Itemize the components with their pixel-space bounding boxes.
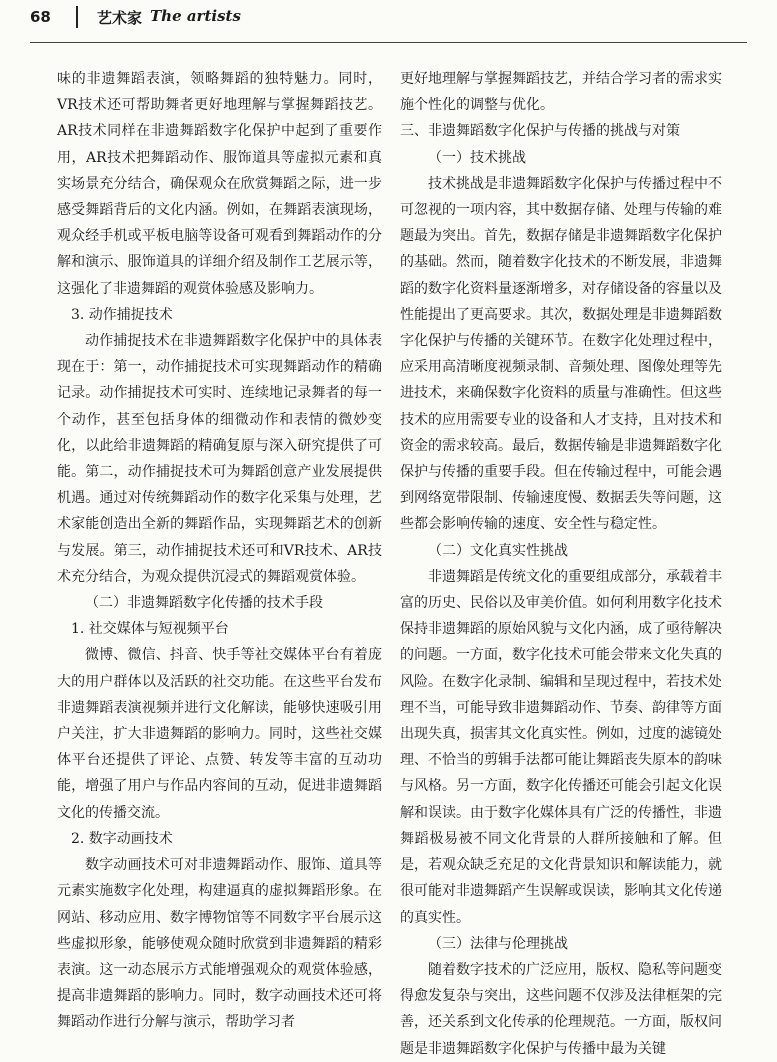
paragraph: 微博、微信、抖音、快手等社交媒体平台有着庞大的用户群体以及活跃的社交功能。在这些平台发布非遗舞蹈表演视频并进行文化解读，能够快速吸引用户关注，扩大非遗舞蹈的影响力。同时，这些社交媒体平台还提供了评论、点赞、转发等丰富的互动功能，增强了用户与作品内容间的互动，促进非遗舞蹈文化的传播交流。 [57,647,382,821]
page-number: 68 [30,8,51,26]
subsection-heading: （二）非遗舞蹈数字化传播的技术手段 [85,595,323,612]
header-divider [76,6,78,28]
paragraph: 非遗舞蹈是传统文化的重要组成部分，承载着丰富的历史、民俗以及审美价值。如何利用数字化技术保持非遗舞蹈的原始风貌与文化内涵，成了亟待解决的问题。一方面，数字化技术可能会带来文化失真的风险。在数字化录制、编辑和呈现过程中，若技术处理不当，可能导致非遗舞蹈动作、节奏、韵律等方面出现失真，损害其文化真实性。例如，过度的滤镜处理、不恰当的剪辑手法都可能让舞蹈丧失原本的韵味与风格。另一方面，数字化传播还可能会引起文化误解和误读。由于数字化媒体具有广泛的传播性，非遗舞蹈极易被不同文化背景的人群所接触和了解。但是，若观众缺乏充足的文化背景知识和解读能力，就很可能对非遗舞蹈产生误解或误读，影响其文化传递的真实性。 [400,568,722,926]
magazine-title: 艺术家 [97,9,143,27]
paragraph: 技术挑战是非遗舞蹈数字化保护与传播过程中不可忽视的一项内容，其中数据存储、处理与传输的难题最为突出。首先，数据存储是非遗舞蹈数字化保护的基础。然而，随着数字化技术的不断发展，非遗舞蹈的数字化资料量逐渐增多，对存储设备的容量以及性能提出了更高要求。其次，数据处理是非遗舞蹈数字化保护与传播的关键环节。在数字化处理过程中，应采用高清晰度视频录制、音频处理、图像处理等先进技术，来确保数字化资料的质量与准确性。但这些技术的应用需要专业的设备和人才支持，且对技术和资金的需求较高。最后，数据传输是非遗舞蹈数字化保护与传播的重要手段。但在传输过程中，可能会遇到网络宽带限制、传输速度慢、数据丢失等问题，这些都会影响传输的速度、安全性与稳定性。 [400,175,722,533]
subsection-heading: （三）法律与伦理挑战 [428,935,568,952]
subsection-heading: 1. 社交媒体与短视频平台 [71,621,229,638]
header-rule [30,42,747,43]
paragraph: 随着数字技术的广泛应用，版权、隐私等问题变得愈发复杂与突出，这些问题不仅涉及法律框架的完善，还关系到文化传承的伦理规范。一方面，版权问题是非遗舞蹈数字化保护与传播中最为关键 [400,961,722,1057]
subsection-heading: （一）技术挑战 [428,149,526,166]
paragraph: 动作捕捉技术在非遗舞蹈数字化保护中的具体表现在于：第一，动作捕捉技术可实现舞蹈动作的精确记录。动作捕捉技术可实时、连续地记录舞者的每一个动作，甚至包括身体的细微动作和表情的微妙变化，以此给非遗舞蹈的精确复原与深入研究提供了可能。第二，动作捕捉技术可为舞蹈创意产业发展提供机遇。通过对传统舞蹈动作的数字化采集与处理，艺术家能创造出全新的舞蹈作品，实现舞蹈艺术的创新与发展。第三，动作捕捉技术还可和VR技术、AR技术充分结合，为观众提供沉浸式的舞蹈观赏体验。 [57,333,382,585]
paragraph: 更好地理解与掌握舞蹈技艺，并结合学习者的需求实施个性化的调整与优化。 [400,71,722,114]
subsection-heading: 3. 动作捕捉技术 [71,306,173,323]
subsection-heading: 2. 数字动画技术 [71,830,173,847]
magazine-title-en: The artists [150,7,241,25]
right-column [400,66,722,1062]
page-header [0,0,777,46]
section-heading: 三、非遗舞蹈数字化保护与传播的挑战与对策 [400,123,680,140]
paragraph: 味的非遗舞蹈表演，领略舞蹈的独特魅力。同时，VR技术还可帮助舞者更好地理解与掌握舞蹈技艺。AR技术同样在非遗舞蹈数字化保护中起到了重要作用，AR技术把舞蹈动作、服饰道具等虚拟元素和真实场景充分结合，确保观众在欣赏舞蹈之际，进一步感受舞蹈背后的文化内涵。例如，在舞蹈表演现场，观众经手机或平板电脑等设备可观看到舞蹈动作的分解和演示、服饰道具的详细介绍及制作工艺展示等，这强化了非遗舞蹈的观赏体验感及影响力。 [57,71,382,297]
subsection-heading: （二）文化真实性挑战 [428,542,568,559]
paragraph: 数字动画技术可对非遗舞蹈动作、服饰、道具等元素实施数字化处理，构建逼真的虚拟舞蹈形象。在网站、移动应用、数字博物馆等不同数字平台展示这些虚拟形象，能够使观众随时欣赏到非遗舞蹈的精彩表演。这一动态展示方式能增强观众的观赏体验感，提高非遗舞蹈的影响力。同时，数字动画技术还可将舞蹈动作进行分解与演示，帮助学习者 [57,857,382,1031]
left-column [57,66,382,1036]
